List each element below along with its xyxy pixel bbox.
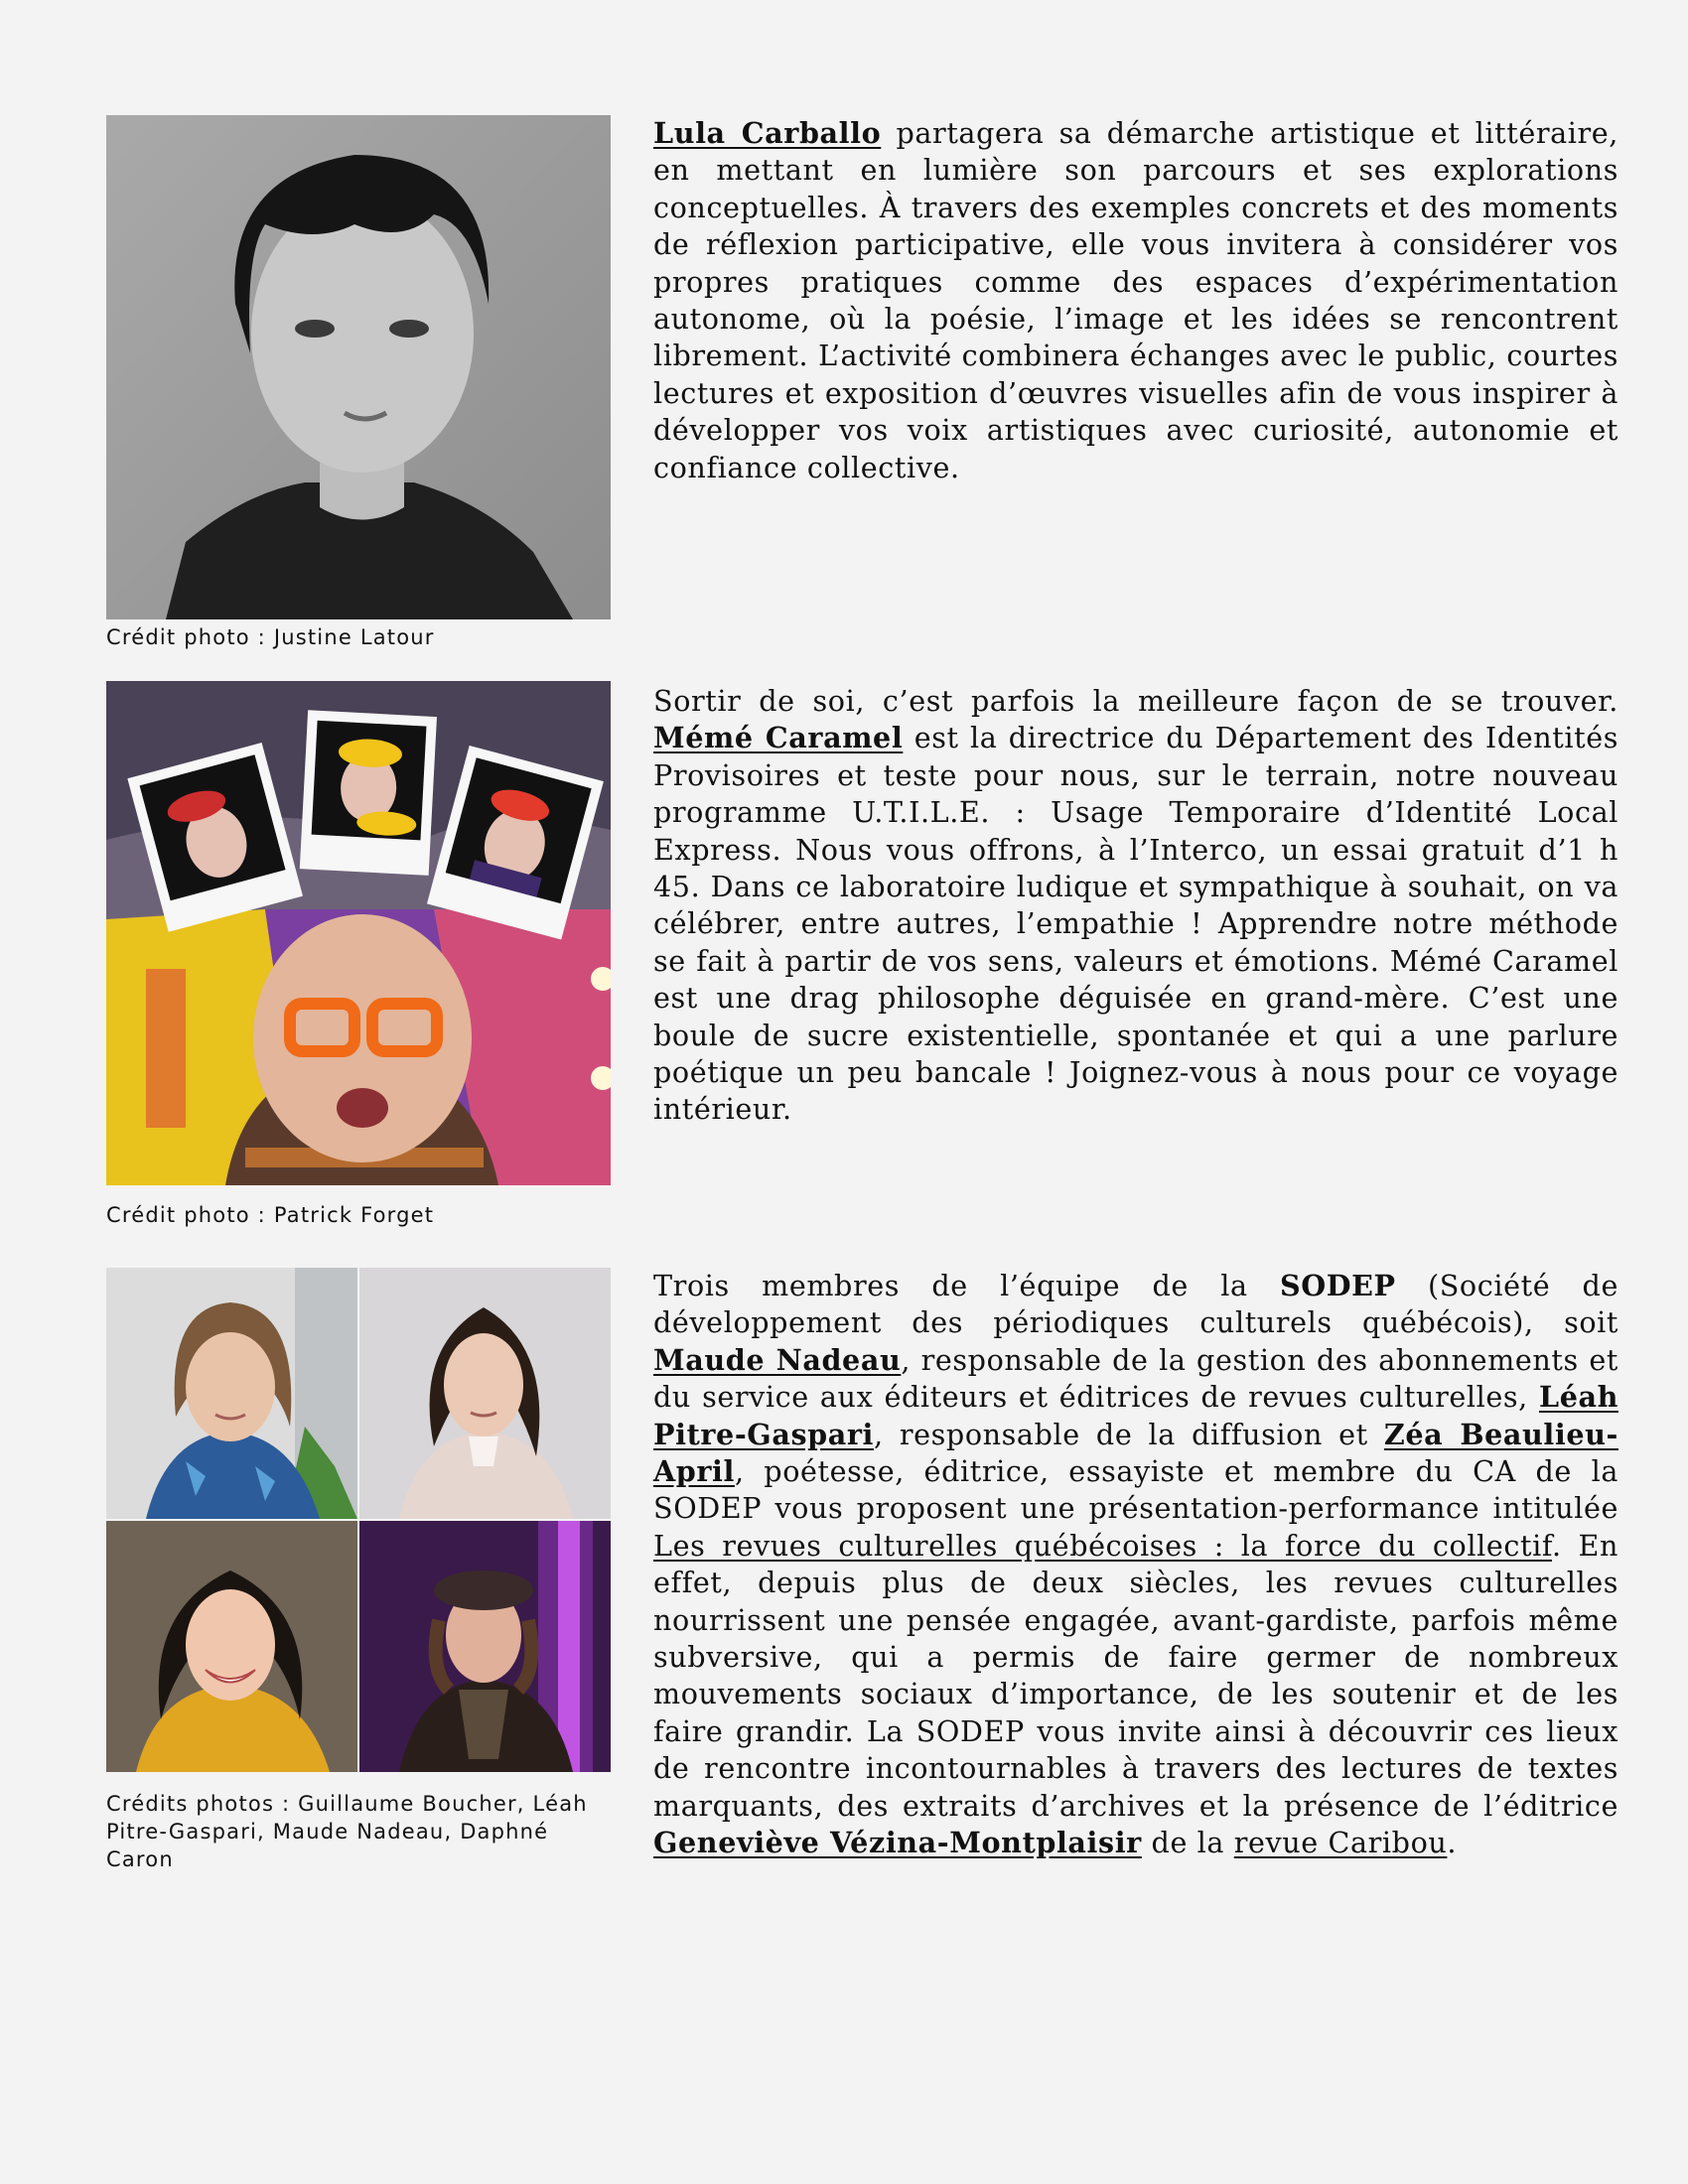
presentation-title-link[interactable]: Les revues culturelles québécoises : la force du collectif bbox=[653, 1528, 1552, 1563]
person-name-link[interactable]: Maude Nadeau bbox=[653, 1342, 902, 1377]
person-name-link[interactable]: Geneviève Vézina-Montplaisir bbox=[653, 1826, 1142, 1860]
person-name-link[interactable]: Lula Carballo bbox=[653, 116, 882, 150]
photo-credit: Crédit photo : Justine Latour bbox=[106, 625, 435, 649]
section-lula-carballo bbox=[106, 115, 1618, 651]
section-sodep bbox=[106, 1268, 1618, 1883]
collage-photo-meme-caramel bbox=[106, 681, 611, 1185]
photo-grid-sodep-team bbox=[106, 1268, 611, 1772]
org-name: SODEP bbox=[1279, 1269, 1396, 1302]
photo-credit: Crédit photo : Patrick Forget bbox=[106, 1203, 435, 1227]
section-meme-caramel bbox=[106, 681, 1618, 1237]
bio-paragraph: Sortir de soi, c’est parfois la meilleure façon de se trouver. Mémé Caramel est la directrice du Département des Identités Provisoires et teste pour nous, sur le terrain, notre nouveau programme U.T.I.L.E. : Usage Temporaire d’Identité Local Express. Nous vous offrons, à l’Interco, un essai gratuit d’1 h 45. Dans ce laboratoire ludique et sympathique à souhait, on va célébrer, entre autres, l’empathie ! Apprendre notre méthode se fait à partir de vos sens, valeurs et émotions. Mémé Caramel est une drag philosophe déguisée en grand-mère. C’est une boule de sucre existentielle, spontanée et qui a une parlure poétique un peu bancale ! Joignez-vous à nous pour ce voyage intérieur. bbox=[653, 684, 1618, 1127]
person-name-link[interactable]: Zéa Beaulieu-April bbox=[653, 1417, 1618, 1489]
portrait-photo-2 bbox=[359, 1268, 611, 1519]
portrait-photo-3 bbox=[106, 1521, 357, 1772]
person-name-link[interactable]: Léah Pitre-Gaspari bbox=[653, 1380, 1618, 1451]
portrait-photo-1 bbox=[106, 1268, 357, 1519]
bio-paragraph: Trois membres de l’équipe de la SODEP (Société de développement des périodiques culturels québécois), soit Maude Nadeau, responsable de la gestion des abonnements et du service aux éditeurs et éditrices de revues culturelles, Léah Pitre-Gaspari, responsable de la diffusion et Zéa Beaulieu-April, poétesse, éditrice, essayiste et membre du CA de la SODEP vous proposent une présentation-performance intitulée Les revues culturelles québécoises : la force du collectif. En effet, depuis plus de deux siècles, les revues culturelles nourrissent une pensée engagée, avant-gardiste, parfois même subversive, qui a permis de faire germer de nombreux mouvements sociaux d’importance, de les soutenir et de les faire grandir. La SODEP vous invite ainsi à découvrir ces lieux de rencontre incontournables à travers des lectures de textes marquants, des extraits d’archives et la présence de l’éditrice Geneviève Vézina-Montplaisir de la revue Caribou. bbox=[653, 1269, 1619, 1860]
revue-caribou-link[interactable]: revue Caribou bbox=[1233, 1826, 1448, 1860]
photo-credit: Crédits photos : Guillaume Boucher, Léah Pitre-Gaspari, Maude Nadeau, Daphné Caron bbox=[106, 1792, 588, 1871]
bio-paragraph: Lula Carballo partagera sa démarche artistique et littéraire, en mettant en lumière son parcours et ses explorations conceptuelles. À travers des exemples concrets et des moments de réflexion participative, elle vous invitera à considérer vos propres pratiques comme des espaces d’expérimentation autonome, où la poésie, l’image et les idées se rencontrent librement. L’activité combinera échanges avec le public, courtes lectures et exposition d’œuvres visuelles afin de vous inspirer à développer vos voix artistiques avec curiosité, autonomie et confiance collective. bbox=[653, 116, 1618, 484]
person-name-link[interactable]: Mémé Caramel bbox=[653, 721, 904, 755]
portrait-photo-4 bbox=[359, 1521, 611, 1772]
portrait-photo-lula-carballo bbox=[106, 115, 611, 619]
